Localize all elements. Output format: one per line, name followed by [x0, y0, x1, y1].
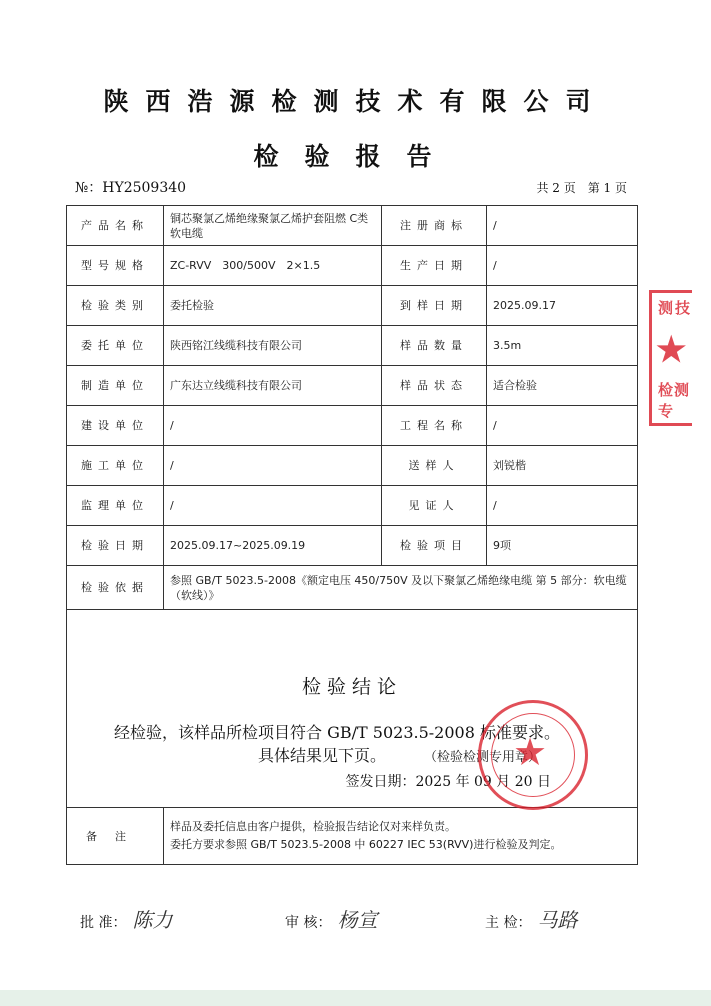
star-icon: ★ — [656, 330, 687, 370]
value-sample-state: 适合检验 — [487, 366, 638, 406]
label-manufacturer: 制造单位 — [67, 366, 164, 406]
label-sender: 送样人 — [382, 446, 487, 486]
value-test-date: 2025.09.17~2025.09.19 — [164, 526, 382, 566]
inspect-label: 主 检： — [485, 915, 532, 931]
remark-line: 样品及委托信息由客户提供，检验报告结论仅对来样负责。 — [170, 820, 456, 833]
inspect-signature — [485, 904, 577, 933]
value-witness: / — [487, 486, 638, 526]
page-info: 共 2 页 第 1 页 — [536, 181, 627, 195]
table-row — [67, 486, 638, 526]
value-client: 陕西铭江线缆科技有限公司 — [164, 326, 382, 366]
red-seal-icon — [478, 700, 588, 810]
label-witness: 见证人 — [382, 486, 487, 526]
table-row — [67, 366, 638, 406]
remarks-row — [67, 808, 638, 865]
conclusion-detail: 具体结果见下页。 — [257, 746, 386, 765]
approve-label: 批 准： — [80, 915, 127, 931]
value-trademark: / — [487, 206, 638, 246]
value-sender: 刘锐楷 — [487, 446, 638, 486]
company-name: 陕西浩源检测技术有限公司 — [103, 87, 608, 116]
table-row — [67, 206, 638, 246]
value-model: ZC-RVV 300/500V 2×1.5 — [164, 246, 382, 286]
report-title: 检验报告 — [253, 142, 458, 171]
value-builder: / — [164, 446, 382, 486]
edge-stamp-icon — [649, 290, 692, 426]
label-sample-qty: 样品数量 — [382, 326, 487, 366]
label-sample-state: 样品状态 — [382, 366, 487, 406]
table-row — [67, 326, 638, 366]
approve-name: 陈力 — [132, 908, 173, 932]
seal-note: （检验检测专用章） — [423, 750, 541, 765]
label-test-date: 检验日期 — [67, 526, 164, 566]
label-model: 型号规格 — [67, 246, 164, 286]
label-construction: 建设单位 — [67, 406, 164, 446]
value-manufacturer: 广东达立线缆科技有限公司 — [164, 366, 382, 406]
table-row — [67, 286, 638, 326]
review-name: 杨宣 — [337, 908, 378, 932]
table-row — [67, 406, 638, 446]
value-construction: / — [164, 406, 382, 446]
value-arrival-date: 2025.09.17 — [487, 286, 638, 326]
label-arrival-date: 到样日期 — [382, 286, 487, 326]
edge-stamp-mark: 检测专 — [658, 381, 691, 420]
table-row — [67, 446, 638, 486]
label-test-type: 检验类别 — [67, 286, 164, 326]
report-number: №：HY2509340 — [75, 180, 187, 196]
value-product-name: 铜芯聚氯乙烯绝缘聚氯乙烯护套阻燃 C类软电缆 — [164, 206, 382, 246]
table-row — [67, 526, 638, 566]
value-sample-qty: 3.5m — [487, 326, 638, 366]
label-project: 工程名称 — [382, 406, 487, 446]
inspect-name: 马路 — [537, 908, 578, 932]
star-icon: ★ — [513, 730, 548, 774]
issue-date: 签发日期：2025 年 09 月 20 日 — [345, 774, 551, 790]
value-project: / — [487, 406, 638, 446]
remarks-cell — [164, 808, 638, 865]
review-label: 审 核： — [285, 915, 332, 931]
conclusion-text: 经检验，该样品所检项目符合 GB/T 5023.5-2008 标准要求。 — [114, 723, 560, 742]
label-product-name: 产品名称 — [67, 206, 164, 246]
label-client: 委托单位 — [67, 326, 164, 366]
label-builder: 施工单位 — [67, 446, 164, 486]
table-row — [67, 566, 638, 610]
bottom-bar — [0, 990, 711, 1006]
value-supervisor: / — [164, 486, 382, 526]
conclusion-title: 检验结论 — [301, 676, 402, 698]
edge-stamp-mark: 测技 — [658, 299, 693, 317]
label-prod-date: 生产日期 — [382, 246, 487, 286]
label-test-items: 检验项目 — [382, 526, 487, 566]
value-test-type: 委托检验 — [164, 286, 382, 326]
label-supervisor: 监理单位 — [67, 486, 164, 526]
label-basis: 检验依据 — [67, 566, 164, 610]
label-remarks: 备注 — [67, 808, 164, 865]
table-row — [67, 246, 638, 286]
remark-line: 委托方要求参照 GB/T 5023.5-2008 中 60227 IEC 53(RVV)进行检验及判定。 — [170, 838, 562, 851]
value-prod-date: / — [487, 246, 638, 286]
approve-signature — [80, 904, 172, 933]
label-trademark: 注册商标 — [382, 206, 487, 246]
value-basis: 参照 GB/T 5023.5-2008《额定电压 450/750V 及以下聚氯乙烯绝缘电缆 第 5 部分：软电缆（软线）》 — [164, 566, 638, 610]
value-test-items: 9项 — [487, 526, 638, 566]
review-signature — [285, 904, 377, 933]
